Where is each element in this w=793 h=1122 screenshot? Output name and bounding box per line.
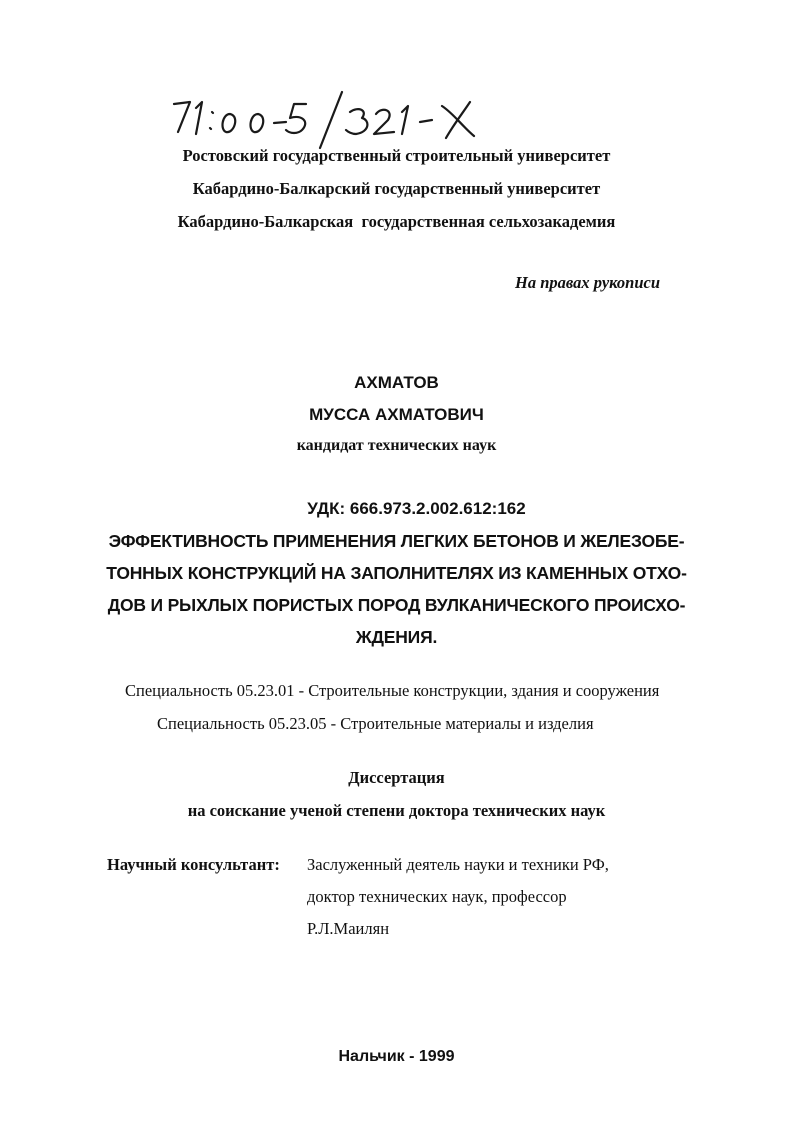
title-line-3: ДОВ И РЫХЛЫХ ПОРИСТЫХ ПОРОД ВУЛКАНИЧЕСКОГО ПРОИСХО-	[107, 595, 686, 615]
institution-3: Кабардино-Балкарская государственная сельхозакадемия	[177, 212, 616, 231]
specialty-2: Специальность 05.23.05 - Строительные материалы и изделия	[157, 714, 594, 733]
handwritten-archive-code	[170, 90, 500, 150]
place-and-year: Нальчик - 1999	[338, 1048, 455, 1065]
title-line-1: ЭФФЕКТИВНОСТЬ ПРИМЕНЕНИЯ ЛЕГКИХ БЕТОНОВ И ЖЕЛЕЗОБЕ-	[108, 531, 685, 551]
author-first-names: МУССА АХМАТОВИЧ	[309, 405, 484, 424]
udk-code: УДК: 666.973.2.002.612:162	[307, 499, 526, 518]
institution-2: Кабардино-Балкарский государственный университет	[192, 179, 601, 198]
institution-1: Ростовский государственный строительный университет	[182, 146, 611, 165]
rights-note: На правах рукописи	[515, 273, 660, 292]
dissertation-label: Диссертация	[348, 768, 445, 787]
dissertation-purpose: на соискание ученой степени доктора технических наук	[187, 801, 606, 820]
consultant-line-1: Заслуженный деятель науки и техники РФ,	[307, 855, 609, 874]
title-line-2: ТОННЫХ КОНСТРУКЦИЙ НА ЗАПОЛНИТЕЛЯХ ИЗ КАМЕННЫХ ОТХО-	[106, 563, 687, 583]
author-last-name: АХМАТОВ	[354, 373, 439, 392]
consultant-line-2: доктор технических наук, профессор	[307, 887, 567, 906]
consultant-line-3: Р.Л.Маилян	[307, 919, 390, 938]
author-degree: кандидат технических наук	[296, 437, 497, 454]
specialty-1: Специальность 05.23.01 - Строительные конструкции, здания и сооружения	[125, 681, 660, 700]
consultant-label: Научный консультант:	[107, 855, 280, 874]
title-line-4: ЖДЕНИЯ.	[355, 627, 438, 647]
